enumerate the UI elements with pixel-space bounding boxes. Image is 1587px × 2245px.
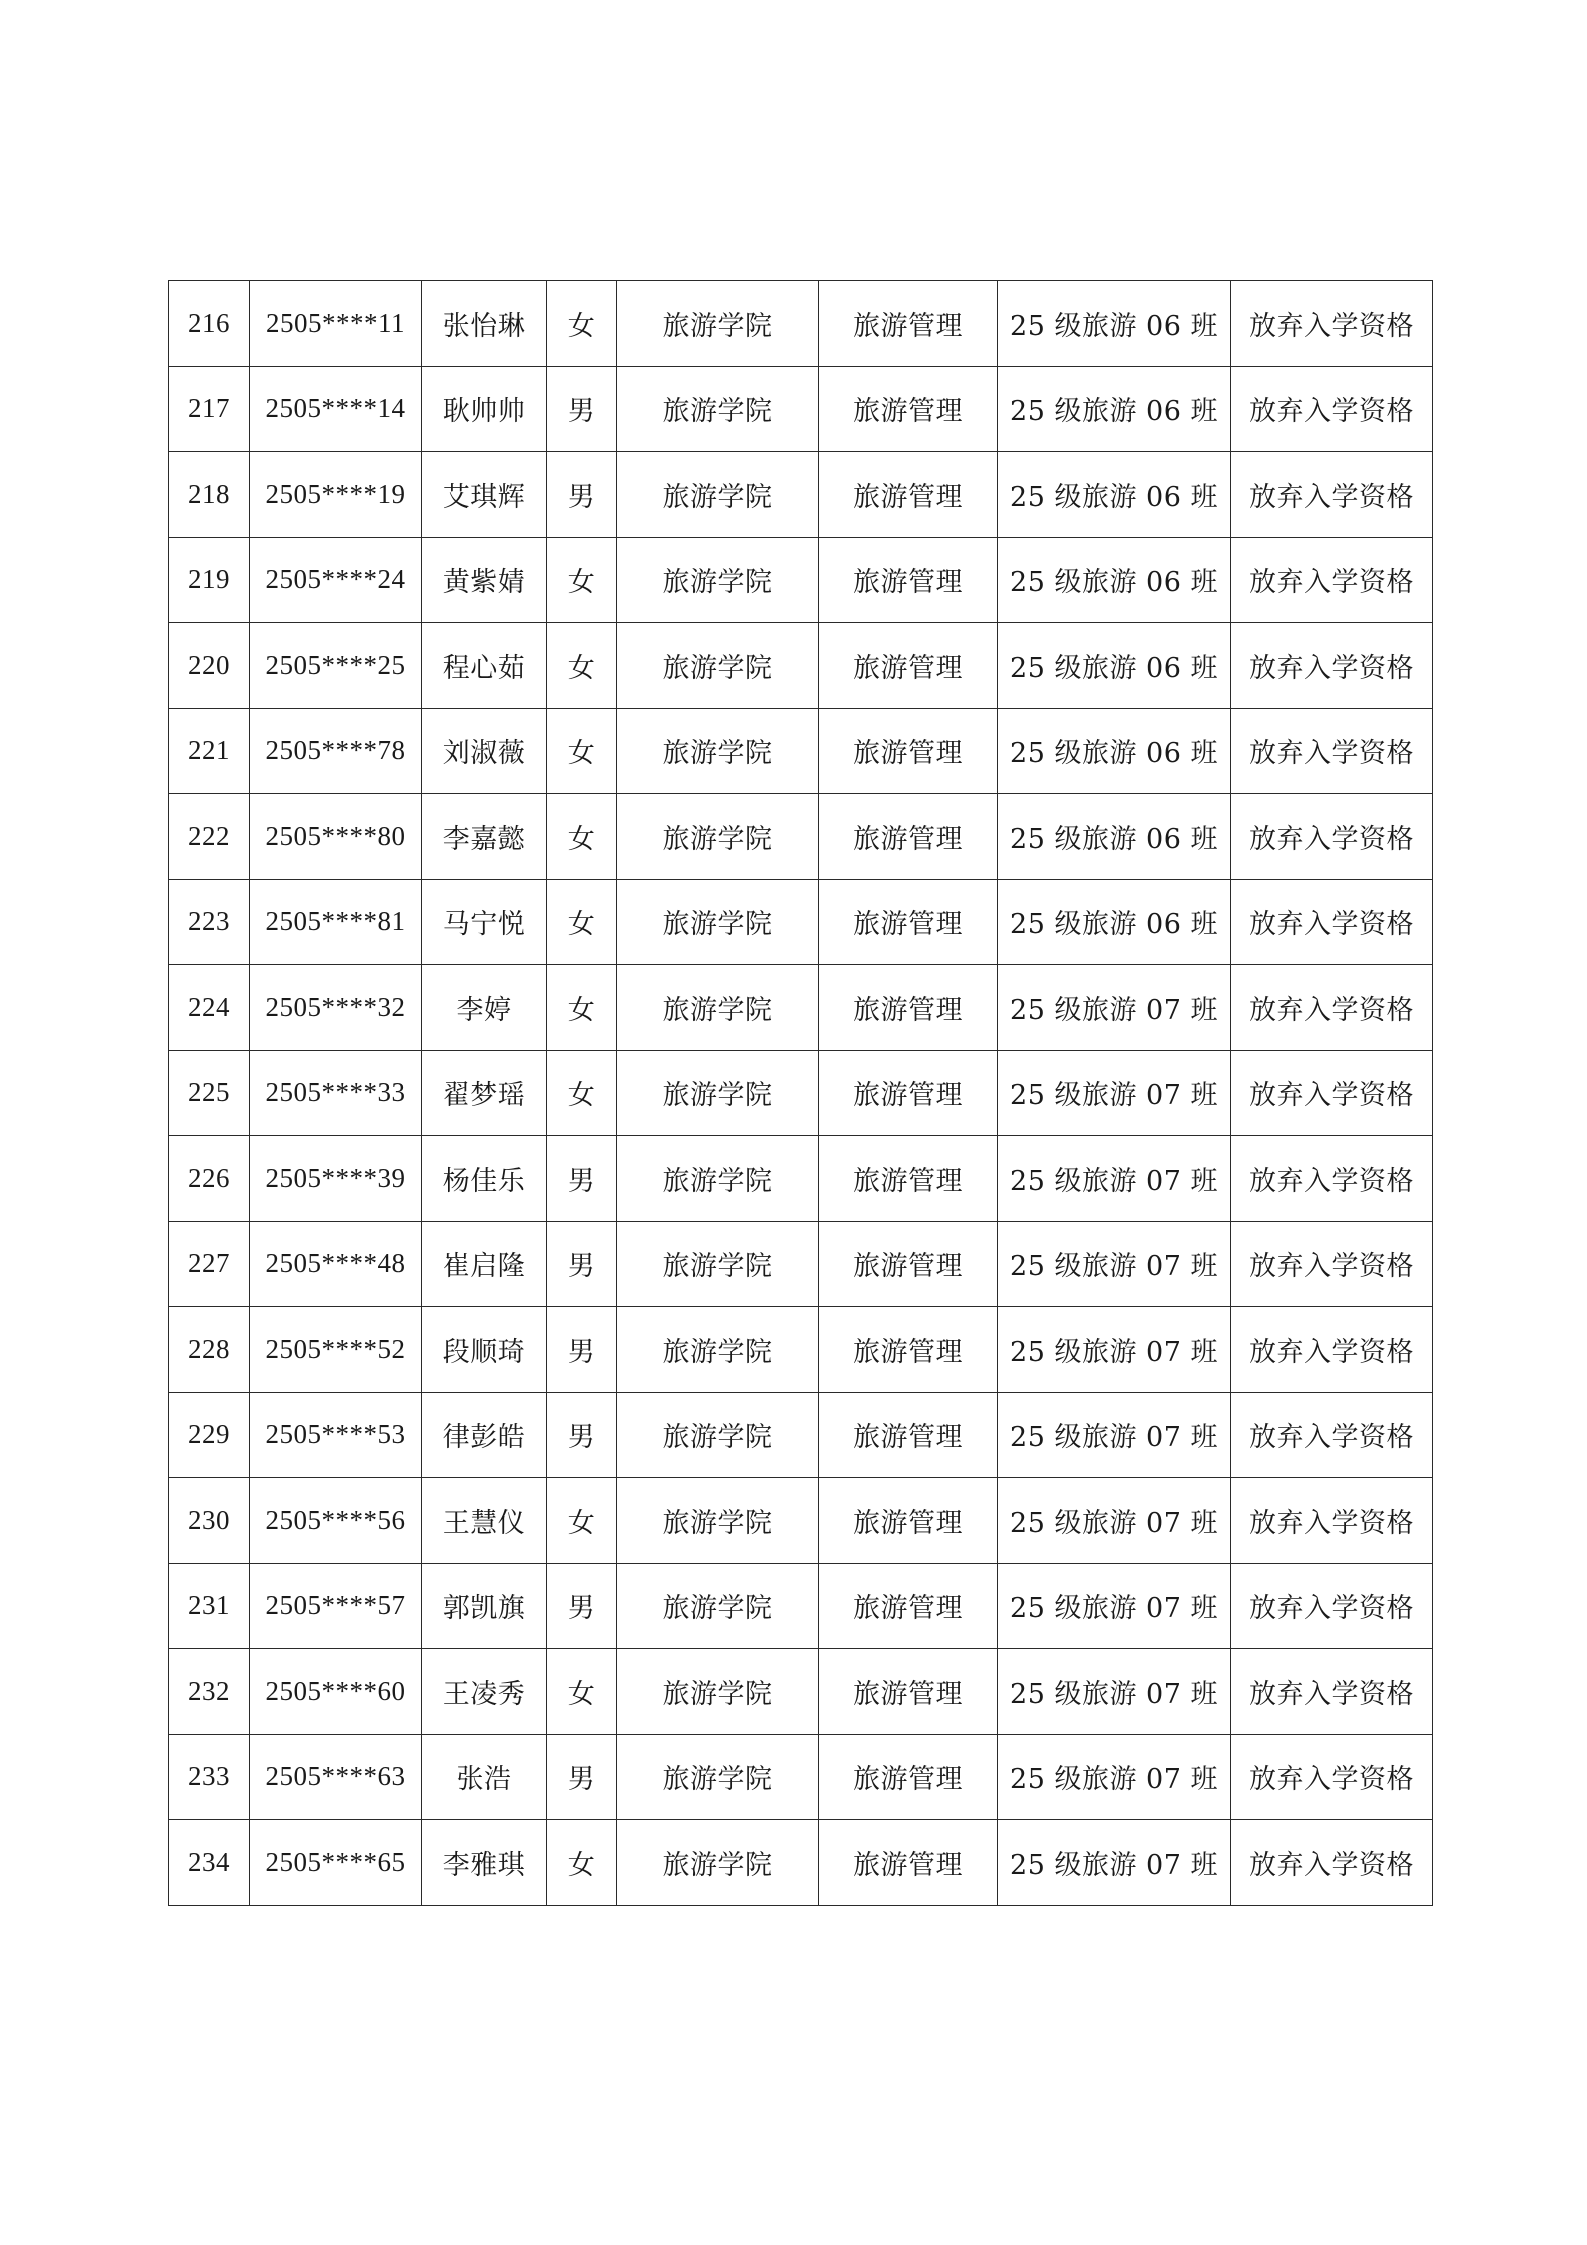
row-number-cell: 231: [169, 1563, 250, 1649]
enrollment-status-cell: 放弃入学资格: [1231, 965, 1433, 1051]
major-name-cell: 旅游管理: [819, 1050, 998, 1136]
college-name-cell: 旅游学院: [617, 1478, 819, 1564]
student-name-cell: 耿帅帅: [422, 366, 547, 452]
roster-body: [169, 281, 1433, 1906]
college-name-cell: 旅游学院: [617, 1649, 819, 1735]
student-gender-cell: 女: [547, 1050, 617, 1136]
student-name-cell: 王凌秀: [422, 1649, 547, 1735]
student-id-cell: 2505****52: [250, 1307, 422, 1393]
major-name-cell: 旅游管理: [819, 1649, 998, 1735]
student-name-cell: 艾琪辉: [422, 452, 547, 538]
enrollment-status-cell: 放弃入学资格: [1231, 537, 1433, 623]
table-row: [169, 879, 1433, 965]
student-id-cell: 2505****19: [250, 452, 422, 538]
major-name-cell: 旅游管理: [819, 1307, 998, 1393]
student-gender-cell: 女: [547, 1649, 617, 1735]
row-number-cell: 220: [169, 623, 250, 709]
college-name-cell: 旅游学院: [617, 965, 819, 1051]
table-row: [169, 1221, 1433, 1307]
class-name-cell: 25 级旅游 07 班: [998, 1392, 1231, 1478]
class-name-cell: 25 级旅游 06 班: [998, 623, 1231, 709]
student-name-cell: 王慧仪: [422, 1478, 547, 1564]
enrollment-status-cell: 放弃入学资格: [1231, 1136, 1433, 1222]
student-name-cell: 郭凯旗: [422, 1563, 547, 1649]
enrollment-status-cell: 放弃入学资格: [1231, 281, 1433, 367]
major-name-cell: 旅游管理: [819, 708, 998, 794]
student-name-cell: 段顺琦: [422, 1307, 547, 1393]
student-gender-cell: 女: [547, 281, 617, 367]
major-name-cell: 旅游管理: [819, 1563, 998, 1649]
row-number-cell: 224: [169, 965, 250, 1051]
row-number-cell: 230: [169, 1478, 250, 1564]
table-row: [169, 281, 1433, 367]
class-name-cell: 25 级旅游 07 班: [998, 1307, 1231, 1393]
student-id-cell: 2505****25: [250, 623, 422, 709]
table-row: [169, 1820, 1433, 1906]
enrollment-status-cell: 放弃入学资格: [1231, 879, 1433, 965]
major-name-cell: 旅游管理: [819, 1392, 998, 1478]
student-name-cell: 马宁悦: [422, 879, 547, 965]
student-gender-cell: 男: [547, 1136, 617, 1222]
class-name-cell: 25 级旅游 06 班: [998, 708, 1231, 794]
major-name-cell: 旅游管理: [819, 1136, 998, 1222]
college-name-cell: 旅游学院: [617, 1221, 819, 1307]
class-name-cell: 25 级旅游 07 班: [998, 1563, 1231, 1649]
row-number-cell: 232: [169, 1649, 250, 1735]
college-name-cell: 旅游学院: [617, 879, 819, 965]
row-number-cell: 219: [169, 537, 250, 623]
major-name-cell: 旅游管理: [819, 1820, 998, 1906]
student-gender-cell: 男: [547, 1392, 617, 1478]
enrollment-status-cell: 放弃入学资格: [1231, 1649, 1433, 1735]
row-number-cell: 228: [169, 1307, 250, 1393]
student-gender-cell: 女: [547, 965, 617, 1051]
student-id-cell: 2505****32: [250, 965, 422, 1051]
student-gender-cell: 男: [547, 1734, 617, 1820]
row-number-cell: 223: [169, 879, 250, 965]
class-name-cell: 25 级旅游 06 班: [998, 452, 1231, 538]
student-name-cell: 程心茹: [422, 623, 547, 709]
student-name-cell: 李嘉懿: [422, 794, 547, 880]
major-name-cell: 旅游管理: [819, 366, 998, 452]
table-row: [169, 537, 1433, 623]
student-id-cell: 2505****65: [250, 1820, 422, 1906]
student-id-cell: 2505****78: [250, 708, 422, 794]
student-id-cell: 2505****33: [250, 1050, 422, 1136]
student-name-cell: 李雅琪: [422, 1820, 547, 1906]
college-name-cell: 旅游学院: [617, 452, 819, 538]
class-name-cell: 25 级旅游 07 班: [998, 1478, 1231, 1564]
major-name-cell: 旅游管理: [819, 1734, 998, 1820]
college-name-cell: 旅游学院: [617, 1734, 819, 1820]
row-number-cell: 226: [169, 1136, 250, 1222]
table-row: [169, 1136, 1433, 1222]
student-id-cell: 2505****11: [250, 281, 422, 367]
enrollment-status-cell: 放弃入学资格: [1231, 794, 1433, 880]
row-number-cell: 218: [169, 452, 250, 538]
student-name-cell: 崔启隆: [422, 1221, 547, 1307]
student-name-cell: 杨佳乐: [422, 1136, 547, 1222]
class-name-cell: 25 级旅游 07 班: [998, 1050, 1231, 1136]
student-gender-cell: 女: [547, 623, 617, 709]
class-name-cell: 25 级旅游 06 班: [998, 879, 1231, 965]
table-row: [169, 452, 1433, 538]
enrollment-status-cell: 放弃入学资格: [1231, 1221, 1433, 1307]
major-name-cell: 旅游管理: [819, 1221, 998, 1307]
class-name-cell: 25 级旅游 07 班: [998, 965, 1231, 1051]
student-gender-cell: 男: [547, 1221, 617, 1307]
student-id-cell: 2505****14: [250, 366, 422, 452]
college-name-cell: 旅游学院: [617, 1820, 819, 1906]
table-row: [169, 794, 1433, 880]
student-roster-table: [168, 280, 1433, 1906]
student-id-cell: 2505****81: [250, 879, 422, 965]
major-name-cell: 旅游管理: [819, 1478, 998, 1564]
student-name-cell: 翟梦瑶: [422, 1050, 547, 1136]
table-row: [169, 965, 1433, 1051]
student-gender-cell: 女: [547, 1820, 617, 1906]
enrollment-status-cell: 放弃入学资格: [1231, 1050, 1433, 1136]
student-gender-cell: 女: [547, 708, 617, 794]
college-name-cell: 旅游学院: [617, 1050, 819, 1136]
student-id-cell: 2505****57: [250, 1563, 422, 1649]
student-id-cell: 2505****60: [250, 1649, 422, 1735]
college-name-cell: 旅游学院: [617, 1392, 819, 1478]
student-name-cell: 刘淑薇: [422, 708, 547, 794]
class-name-cell: 25 级旅游 06 班: [998, 366, 1231, 452]
enrollment-status-cell: 放弃入学资格: [1231, 452, 1433, 538]
class-name-cell: 25 级旅游 07 班: [998, 1734, 1231, 1820]
enrollment-status-cell: 放弃入学资格: [1231, 623, 1433, 709]
college-name-cell: 旅游学院: [617, 366, 819, 452]
college-name-cell: 旅游学院: [617, 281, 819, 367]
student-id-cell: 2505****80: [250, 794, 422, 880]
college-name-cell: 旅游学院: [617, 708, 819, 794]
major-name-cell: 旅游管理: [819, 879, 998, 965]
table-row: [169, 1478, 1433, 1564]
enrollment-status-cell: 放弃入学资格: [1231, 1307, 1433, 1393]
table-row: [169, 1307, 1433, 1393]
college-name-cell: 旅游学院: [617, 1307, 819, 1393]
enrollment-status-cell: 放弃入学资格: [1231, 366, 1433, 452]
student-gender-cell: 女: [547, 1478, 617, 1564]
student-id-cell: 2505****53: [250, 1392, 422, 1478]
student-gender-cell: 女: [547, 537, 617, 623]
student-id-cell: 2505****24: [250, 537, 422, 623]
class-name-cell: 25 级旅游 06 班: [998, 537, 1231, 623]
student-id-cell: 2505****56: [250, 1478, 422, 1564]
table-row: [169, 1563, 1433, 1649]
college-name-cell: 旅游学院: [617, 794, 819, 880]
row-number-cell: 234: [169, 1820, 250, 1906]
college-name-cell: 旅游学院: [617, 1136, 819, 1222]
row-number-cell: 216: [169, 281, 250, 367]
class-name-cell: 25 级旅游 07 班: [998, 1136, 1231, 1222]
row-number-cell: 229: [169, 1392, 250, 1478]
student-id-cell: 2505****63: [250, 1734, 422, 1820]
major-name-cell: 旅游管理: [819, 965, 998, 1051]
student-name-cell: 黄紫婧: [422, 537, 547, 623]
table-row: [169, 1734, 1433, 1820]
student-id-cell: 2505****48: [250, 1221, 422, 1307]
enrollment-status-cell: 放弃入学资格: [1231, 1563, 1433, 1649]
major-name-cell: 旅游管理: [819, 537, 998, 623]
student-name-cell: 张怡琳: [422, 281, 547, 367]
college-name-cell: 旅游学院: [617, 537, 819, 623]
row-number-cell: 233: [169, 1734, 250, 1820]
major-name-cell: 旅游管理: [819, 452, 998, 538]
student-id-cell: 2505****39: [250, 1136, 422, 1222]
table-row: [169, 366, 1433, 452]
enrollment-status-cell: 放弃入学资格: [1231, 1820, 1433, 1906]
table-row: [169, 1392, 1433, 1478]
student-gender-cell: 男: [547, 1307, 617, 1393]
major-name-cell: 旅游管理: [819, 623, 998, 709]
student-gender-cell: 女: [547, 879, 617, 965]
enrollment-status-cell: 放弃入学资格: [1231, 1392, 1433, 1478]
table-row: [169, 1649, 1433, 1735]
row-number-cell: 217: [169, 366, 250, 452]
table-row: [169, 623, 1433, 709]
class-name-cell: 25 级旅游 06 班: [998, 281, 1231, 367]
row-number-cell: 221: [169, 708, 250, 794]
major-name-cell: 旅游管理: [819, 794, 998, 880]
enrollment-status-cell: 放弃入学资格: [1231, 1734, 1433, 1820]
enrollment-status-cell: 放弃入学资格: [1231, 1478, 1433, 1564]
enrollment-status-cell: 放弃入学资格: [1231, 708, 1433, 794]
row-number-cell: 225: [169, 1050, 250, 1136]
class-name-cell: 25 级旅游 07 班: [998, 1649, 1231, 1735]
class-name-cell: 25 级旅游 07 班: [998, 1820, 1231, 1906]
student-name-cell: 张浩: [422, 1734, 547, 1820]
college-name-cell: 旅游学院: [617, 623, 819, 709]
major-name-cell: 旅游管理: [819, 281, 998, 367]
class-name-cell: 25 级旅游 06 班: [998, 794, 1231, 880]
student-gender-cell: 男: [547, 1563, 617, 1649]
student-gender-cell: 男: [547, 452, 617, 538]
student-name-cell: 律彭皓: [422, 1392, 547, 1478]
row-number-cell: 227: [169, 1221, 250, 1307]
student-name-cell: 李婷: [422, 965, 547, 1051]
class-name-cell: 25 级旅游 07 班: [998, 1221, 1231, 1307]
college-name-cell: 旅游学院: [617, 1563, 819, 1649]
table-row: [169, 708, 1433, 794]
table-row: [169, 1050, 1433, 1136]
row-number-cell: 222: [169, 794, 250, 880]
student-gender-cell: 女: [547, 794, 617, 880]
student-gender-cell: 男: [547, 366, 617, 452]
